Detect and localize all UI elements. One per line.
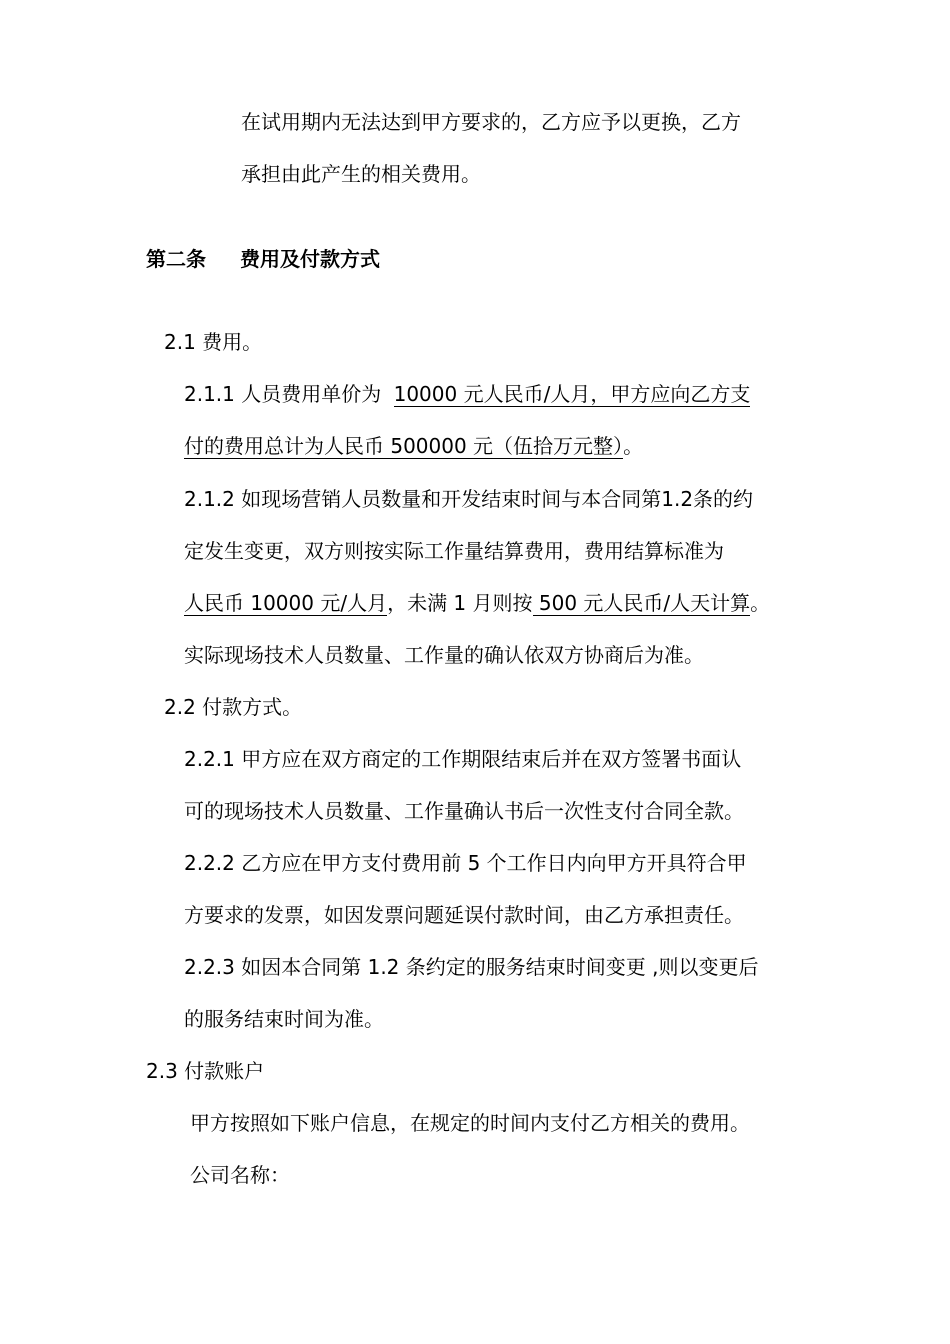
section-2-2-heading: 2.2 付款方式。 (164, 695, 303, 719)
clause-2-1-1-lead: 2.1.1 人员费用单价为 (184, 382, 388, 406)
clause-2-2-3-line-1: 2.2.3 如因本合同第 1.2 条约定的服务结束时间变更 ,则以变更后 (184, 955, 759, 979)
article-2-heading (146, 245, 380, 273)
clause-2-1-1-line-1 (184, 380, 750, 408)
clause-2-2-3-line-2: 的服务结束时间为准。 (184, 1007, 384, 1031)
carryover-line-2: 承担由此产生的相关费用。 (241, 162, 481, 186)
total-fee-underlined: 付的费用总计为人民币 500000 元（伍拾万元整） (184, 434, 624, 458)
article-number: 第二条 (146, 247, 206, 271)
daily-rate-underlined: 500 元人民币/人天计算 (532, 591, 751, 615)
clause-2-1-2-middle: ，未满 1 月则按 (387, 591, 533, 615)
clause-2-2-2-line-1: 2.2.2 乙方应在甲方支付费用前 5 个工作日内向甲方开具符合甲 (184, 851, 747, 875)
monthly-rate-underlined: 人民币 10000 元/人月 (184, 591, 388, 615)
section-2-3-heading: 2.3 付款账户 (146, 1059, 265, 1083)
unit-price-underlined: 10000 元人民币/人月，甲方应向乙方支 (393, 382, 751, 406)
clause-2-2-1-line-1: 2.2.1 甲方应在双方商定的工作期限结束后并在双方签署书面认 (184, 747, 742, 771)
clause-2-1-2-tail: 。 (750, 591, 771, 615)
clause-2-2-2-line-2: 方要求的发票，如因发票问题延误付款时间，由乙方承担责任。 (184, 903, 744, 927)
company-name-label: 公司名称： (190, 1163, 290, 1187)
clause-2-2-1-line-2: 可的现场技术人员数量、工作量确认书后一次性支付合同全款。 (184, 799, 744, 823)
clause-2-1-2-line-1: 2.1.2 如现场营销人员数量和开发结束时间与本合同第1.2条的约 (184, 487, 754, 511)
section-2-1-heading: 2.1 费用。 (164, 330, 263, 354)
clause-2-1-2-line-3 (184, 589, 770, 617)
clause-2-1-2-line-2: 定发生变更，双方则按实际工作量结算费用，费用结算标准为 (184, 539, 724, 563)
carryover-line-1: 在试用期内无法达到甲方要求的，乙方应予以更换，乙方 (241, 110, 741, 134)
clause-2-1-2-line-4: 实际现场技术人员数量、工作量的确认依双方协商后为准。 (184, 643, 704, 667)
clause-2-1-1-line-2 (184, 432, 643, 460)
clause-2-1-1-tail: 。 (623, 434, 644, 458)
section-2-3-line-1: 甲方按照如下账户信息，在规定的时间内支付乙方相关的费用。 (190, 1111, 750, 1135)
article-title: 费用及付款方式 (240, 247, 380, 271)
